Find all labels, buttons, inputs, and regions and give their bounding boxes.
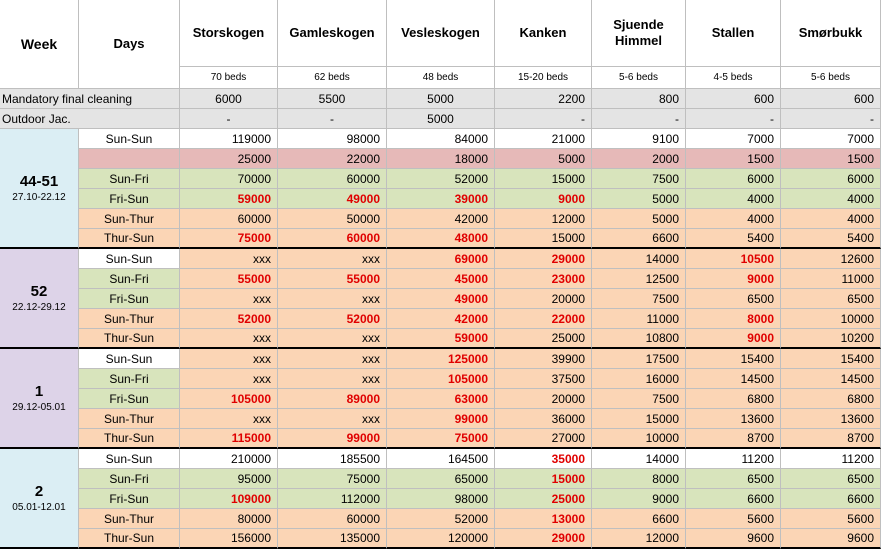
- price-cell: 210000: [180, 449, 278, 469]
- price-cell: 12500: [592, 269, 686, 289]
- price-cell: 49000: [387, 289, 495, 309]
- price-cell: 55000: [180, 269, 278, 289]
- extra-fee-label: Outdoor Jac.: [0, 109, 180, 129]
- price-cell: 4000: [781, 209, 881, 229]
- price-cell: xxx: [278, 249, 387, 269]
- price-cell: 105000: [387, 369, 495, 389]
- day-range-label: Fri-Sun: [79, 189, 180, 209]
- price-cell: 99000: [387, 409, 495, 429]
- price-cell: 6500: [781, 289, 881, 309]
- price-cell: 8700: [781, 429, 881, 449]
- price-cell: 13600: [781, 409, 881, 429]
- price-cell: 9600: [686, 529, 781, 549]
- price-cell: 16000: [592, 369, 686, 389]
- price-cell: 109000: [180, 489, 278, 509]
- price-cell: 7500: [592, 289, 686, 309]
- price-cell: 20000: [495, 289, 592, 309]
- cabin-beds-label: 5-6 beds: [592, 67, 686, 89]
- price-cell: 7500: [592, 169, 686, 189]
- extra-fee-value: 600: [686, 89, 781, 109]
- price-cell: 39900: [495, 349, 592, 369]
- price-cell: 25000: [180, 149, 278, 169]
- extra-fee-value: -: [278, 109, 387, 129]
- price-cell: 52000: [180, 309, 278, 329]
- price-cell: 10500: [686, 249, 781, 269]
- price-cell: 98000: [278, 129, 387, 149]
- price-cell: 23000: [495, 269, 592, 289]
- price-cell: xxx: [278, 289, 387, 309]
- price-cell: 75000: [387, 429, 495, 449]
- week-group-label: [0, 449, 79, 549]
- price-cell: 11200: [781, 449, 881, 469]
- price-cell: 89000: [278, 389, 387, 409]
- day-range-label: Thur-Sun: [79, 229, 180, 249]
- week-dates: 22.12-29.12: [12, 302, 66, 313]
- extra-fee-value: 5000: [387, 89, 495, 109]
- day-range-label: Sun-Thur: [79, 409, 180, 429]
- price-cell: 11200: [686, 449, 781, 469]
- price-cell: 9000: [495, 189, 592, 209]
- price-cell: xxx: [180, 249, 278, 269]
- cabin-beds-label: 15-20 beds: [495, 67, 592, 89]
- price-cell: 14000: [592, 249, 686, 269]
- day-range-label: Thur-Sun: [79, 429, 180, 449]
- price-cell: 7000: [781, 129, 881, 149]
- price-cell: 75000: [278, 469, 387, 489]
- price-cell: 20000: [495, 389, 592, 409]
- price-cell: 10200: [781, 329, 881, 349]
- price-cell: 5000: [495, 149, 592, 169]
- price-cell: 22000: [278, 149, 387, 169]
- cabin-name-header: Kanken: [495, 0, 592, 67]
- price-cell: 125000: [387, 349, 495, 369]
- price-cell: 39000: [387, 189, 495, 209]
- extra-fee-value: -: [180, 109, 278, 129]
- price-cell: 14000: [592, 449, 686, 469]
- cabin-beds-label: 5-6 beds: [781, 67, 881, 89]
- price-cell: 6600: [592, 229, 686, 249]
- price-cell: 9000: [686, 269, 781, 289]
- cabin-name-header: Gamleskogen: [278, 0, 387, 67]
- extra-fee-value: 800: [592, 89, 686, 109]
- price-cell: 63000: [387, 389, 495, 409]
- price-cell: 65000: [387, 469, 495, 489]
- price-cell: 17500: [592, 349, 686, 369]
- price-cell: 112000: [278, 489, 387, 509]
- extra-fee-value: -: [781, 109, 881, 129]
- price-cell: 15000: [495, 169, 592, 189]
- day-range-label: Sun-Sun: [79, 129, 180, 149]
- cabin-name-header: Stallen: [686, 0, 781, 67]
- price-cell: 156000: [180, 529, 278, 549]
- price-cell: 4000: [781, 189, 881, 209]
- price-cell: 49000: [278, 189, 387, 209]
- price-cell: 5600: [686, 509, 781, 529]
- price-cell: 35000: [495, 449, 592, 469]
- price-cell: 6500: [781, 469, 881, 489]
- price-cell: 7500: [592, 389, 686, 409]
- extra-fee-value: -: [592, 109, 686, 129]
- price-cell: 70000: [180, 169, 278, 189]
- price-cell: 95000: [180, 469, 278, 489]
- price-cell: 5400: [686, 229, 781, 249]
- price-cell: 6500: [686, 469, 781, 489]
- price-cell: 7000: [686, 129, 781, 149]
- price-cell: 8000: [592, 469, 686, 489]
- price-cell: 1500: [781, 149, 881, 169]
- week-dates: 05.01-12.01: [12, 502, 66, 513]
- price-cell: 15000: [592, 409, 686, 429]
- day-range-label: Sun-Fri: [79, 469, 180, 489]
- price-cell: xxx: [180, 329, 278, 349]
- price-cell: xxx: [278, 349, 387, 369]
- price-cell: 15400: [686, 349, 781, 369]
- price-cell: 10800: [592, 329, 686, 349]
- week-group-label: [0, 129, 79, 249]
- price-cell: 52000: [278, 309, 387, 329]
- price-cell: 80000: [180, 509, 278, 529]
- week-dates: 29.12-05.01: [12, 402, 66, 413]
- price-cell: xxx: [278, 409, 387, 429]
- price-cell: 6600: [686, 489, 781, 509]
- price-cell: 36000: [495, 409, 592, 429]
- price-cell: 4000: [686, 209, 781, 229]
- price-cell: 29000: [495, 529, 592, 549]
- day-range-label: Sun-Sun: [79, 449, 180, 469]
- price-cell: 185500: [278, 449, 387, 469]
- price-cell: xxx: [180, 349, 278, 369]
- price-cell: 15400: [781, 349, 881, 369]
- price-cell: 15000: [495, 229, 592, 249]
- day-range-label: Fri-Sun: [79, 489, 180, 509]
- price-cell: 55000: [278, 269, 387, 289]
- week-number: 2: [34, 483, 44, 500]
- price-cell: 12600: [781, 249, 881, 269]
- price-cell: 9600: [781, 529, 881, 549]
- day-range-label: Thur-Sun: [79, 529, 180, 549]
- cabin-beds-label: 62 beds: [278, 67, 387, 89]
- price-cell: 45000: [387, 269, 495, 289]
- price-cell: 37500: [495, 369, 592, 389]
- price-cell: 69000: [387, 249, 495, 269]
- cabin-beds-label: 48 beds: [387, 67, 495, 89]
- price-cell: 9100: [592, 129, 686, 149]
- price-cell: 25000: [495, 329, 592, 349]
- price-cell: 50000: [278, 209, 387, 229]
- extra-fee-value: -: [686, 109, 781, 129]
- price-cell: 6000: [781, 169, 881, 189]
- price-cell: 15000: [495, 469, 592, 489]
- day-range-label: Sun-Sun: [79, 349, 180, 369]
- price-cell: 48000: [387, 229, 495, 249]
- price-cell: 42000: [387, 309, 495, 329]
- price-cell: 75000: [180, 229, 278, 249]
- day-range-label: Sun-Fri: [79, 269, 180, 289]
- extra-fee-value: 5500: [278, 89, 387, 109]
- price-cell: 60000: [278, 509, 387, 529]
- price-cell: 6500: [686, 289, 781, 309]
- week-group-label: [0, 349, 79, 449]
- day-range-label: Sun-Fri: [79, 369, 180, 389]
- cabin-name-header: Smørbukk: [781, 0, 881, 67]
- price-cell: 84000: [387, 129, 495, 149]
- price-cell: 13000: [495, 509, 592, 529]
- week-number: 44-51: [19, 173, 59, 190]
- day-range-label: Sun-Thur: [79, 209, 180, 229]
- price-cell: 59000: [387, 329, 495, 349]
- price-cell: 120000: [387, 529, 495, 549]
- price-cell: 10000: [592, 429, 686, 449]
- price-cell: 60000: [180, 209, 278, 229]
- price-cell: xxx: [180, 369, 278, 389]
- price-cell: 59000: [180, 189, 278, 209]
- price-cell: 9000: [592, 489, 686, 509]
- day-range-label: Sun-Sun: [79, 249, 180, 269]
- cabin-beds-label: 4-5 beds: [686, 67, 781, 89]
- price-cell: 2000: [592, 149, 686, 169]
- cabin-name-header: Vesleskogen: [387, 0, 495, 67]
- price-cell: 10000: [781, 309, 881, 329]
- price-cell: 52000: [387, 509, 495, 529]
- price-cell: 5600: [781, 509, 881, 529]
- extra-fee-value: -: [495, 109, 592, 129]
- price-cell: 21000: [495, 129, 592, 149]
- price-cell: 1500: [686, 149, 781, 169]
- week-dates: 27.10-22.12: [12, 192, 66, 203]
- price-cell: 18000: [387, 149, 495, 169]
- price-cell: 5400: [781, 229, 881, 249]
- week-number: 52: [30, 283, 48, 300]
- price-cell: 9000: [686, 329, 781, 349]
- price-cell: 11000: [781, 269, 881, 289]
- price-cell: 52000: [387, 169, 495, 189]
- price-cell: xxx: [278, 329, 387, 349]
- day-range-label: Thur-Sun: [79, 329, 180, 349]
- price-cell: 42000: [387, 209, 495, 229]
- week-group-label: [0, 249, 79, 349]
- price-cell: 5000: [592, 209, 686, 229]
- extra-fee-value: 5000: [387, 109, 495, 129]
- price-cell: 6800: [686, 389, 781, 409]
- cabin-name-header: Sjuende Himmel: [592, 0, 686, 67]
- price-cell: 13600: [686, 409, 781, 429]
- price-cell: 60000: [278, 169, 387, 189]
- price-cell: 8000: [686, 309, 781, 329]
- price-cell: 99000: [278, 429, 387, 449]
- extra-fee-value: 2200: [495, 89, 592, 109]
- price-cell: xxx: [180, 289, 278, 309]
- cabin-name-header: Storskogen: [180, 0, 278, 67]
- price-cell: 105000: [180, 389, 278, 409]
- price-cell: 6800: [781, 389, 881, 409]
- price-cell: 12000: [592, 529, 686, 549]
- price-cell: 164500: [387, 449, 495, 469]
- day-range-label: Sun-Thur: [79, 509, 180, 529]
- price-cell: 6600: [781, 489, 881, 509]
- price-cell: 5000: [592, 189, 686, 209]
- price-cell: 27000: [495, 429, 592, 449]
- day-range-label: Sun-Thur: [79, 309, 180, 329]
- day-range-label: Fri-Sun: [79, 389, 180, 409]
- day-range-label: [79, 149, 180, 169]
- price-cell: 6600: [592, 509, 686, 529]
- price-cell: 29000: [495, 249, 592, 269]
- extra-fee-label: Mandatory final cleaning: [0, 89, 180, 109]
- price-cell: 25000: [495, 489, 592, 509]
- week-column-header: Week: [0, 0, 79, 89]
- price-cell: 119000: [180, 129, 278, 149]
- extra-fee-value: 6000: [180, 89, 278, 109]
- price-cell: 135000: [278, 529, 387, 549]
- price-cell: 8700: [686, 429, 781, 449]
- day-range-label: Fri-Sun: [79, 289, 180, 309]
- price-cell: 60000: [278, 229, 387, 249]
- price-cell: 115000: [180, 429, 278, 449]
- price-cell: 98000: [387, 489, 495, 509]
- day-range-label: Sun-Fri: [79, 169, 180, 189]
- price-cell: 12000: [495, 209, 592, 229]
- extra-fee-value: 600: [781, 89, 881, 109]
- cabin-beds-label: 70 beds: [180, 67, 278, 89]
- price-cell: 4000: [686, 189, 781, 209]
- price-cell: xxx: [180, 409, 278, 429]
- days-column-header: Days: [79, 0, 180, 89]
- price-cell: xxx: [278, 369, 387, 389]
- price-cell: 11000: [592, 309, 686, 329]
- price-cell: 6000: [686, 169, 781, 189]
- price-cell: 14500: [686, 369, 781, 389]
- price-cell: 22000: [495, 309, 592, 329]
- price-cell: 14500: [781, 369, 881, 389]
- week-number: 1: [34, 383, 44, 400]
